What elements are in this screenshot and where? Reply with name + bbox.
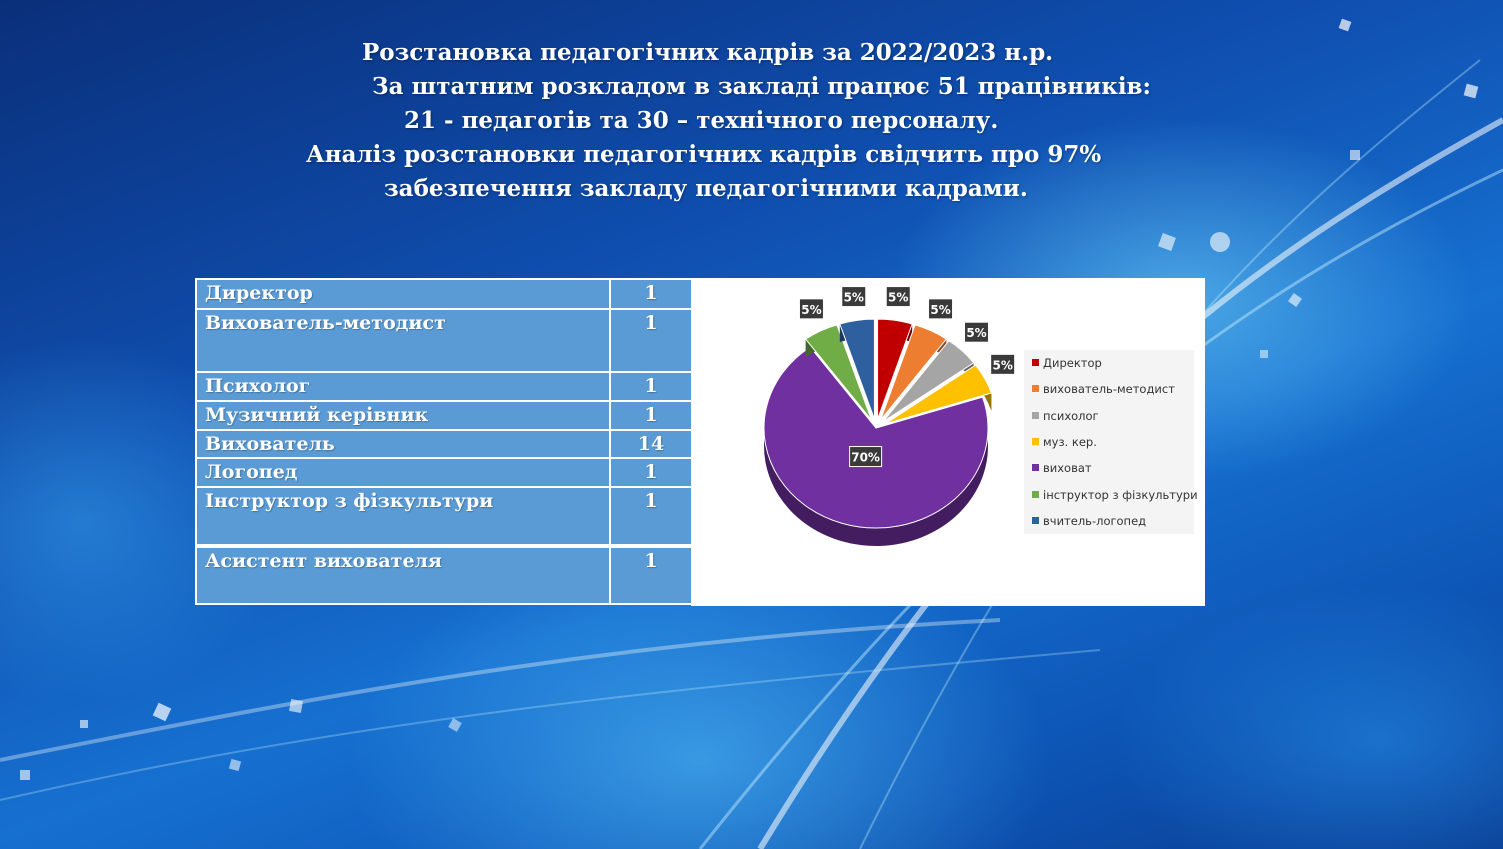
title-line-5: забезпечення закладу педагогічними кадрами. [384, 175, 1028, 202]
legend-item [1032, 355, 1102, 371]
position-cell: Вихователь-методист [196, 309, 610, 372]
svg-text:5%: 5% [966, 326, 987, 341]
table-row [196, 401, 692, 430]
data-label [991, 354, 1015, 374]
title-line-1: Розстановка педагогічних кадрів за 2022/2023 н.р. [362, 39, 1054, 66]
svg-text:5%: 5% [930, 302, 951, 317]
data-label [965, 322, 989, 342]
svg-text:5%: 5% [843, 290, 864, 305]
chart-legend [1024, 350, 1198, 534]
count-cell: 1 [610, 487, 692, 545]
legend-label: виховат [1043, 461, 1092, 476]
position-cell: Музичний керівник [196, 401, 610, 430]
position-cell: Логопед [196, 458, 610, 487]
count-cell: 1 [610, 309, 692, 372]
position-cell: Психолог [196, 372, 610, 401]
position-cell: Вихователь [196, 430, 610, 458]
legend-swatch [1032, 385, 1039, 392]
legend-swatch [1032, 438, 1039, 445]
table-row [196, 279, 692, 309]
title-line-3: 21 - педагогів та 30 – технічного персоналу. [404, 107, 999, 134]
count-cell: 1 [610, 372, 692, 401]
legend-item [1032, 487, 1198, 503]
table-row [196, 372, 692, 401]
legend-item [1032, 434, 1097, 450]
data-label [799, 299, 823, 319]
slide-title [0, 36, 1503, 206]
legend-label: вихователь-методист [1043, 382, 1175, 397]
table-row [196, 487, 692, 545]
legend-label: інструктор з фізкультури [1043, 487, 1198, 502]
table-row [196, 430, 692, 458]
svg-text:5%: 5% [801, 302, 822, 317]
table-row [196, 547, 692, 604]
legend-item [1032, 460, 1092, 476]
svg-text:70%: 70% [851, 450, 880, 465]
data-label [929, 299, 953, 319]
legend-label: Директор [1043, 356, 1102, 370]
table-row [196, 458, 692, 487]
count-cell: 1 [610, 279, 692, 309]
position-cell: Асистент вихователя [196, 547, 610, 604]
data-label [842, 287, 866, 307]
position-cell: Директор [196, 279, 610, 309]
pie-chart-panel [691, 278, 1205, 606]
data-label [850, 447, 882, 467]
legend-swatch [1032, 464, 1039, 471]
legend-label: вчитель-логопед [1043, 513, 1147, 528]
svg-text:5%: 5% [992, 358, 1013, 373]
legend-item [1032, 381, 1175, 397]
count-cell: 14 [610, 430, 692, 458]
legend-item [1032, 513, 1146, 529]
legend-swatch [1032, 412, 1039, 419]
count-cell: 1 [610, 547, 692, 604]
count-cell: 1 [610, 401, 692, 430]
count-cell: 1 [610, 458, 692, 487]
legend-swatch [1032, 517, 1039, 524]
legend-swatch [1032, 359, 1039, 366]
title-line-2: За штатним розкладом в закладі працює 51 працівників: [372, 73, 1152, 100]
legend-item [1032, 408, 1099, 424]
position-cell: Інструктор з фізкультури [196, 487, 610, 545]
svg-text:5%: 5% [888, 290, 909, 305]
data-label [886, 287, 910, 307]
staff-table [195, 278, 693, 605]
legend-swatch [1032, 491, 1039, 498]
title-line-4: Аналіз розстановки педагогічних кадрів свідчить про 97% [306, 141, 1102, 168]
table-row [196, 309, 692, 372]
legend-label: муз. кер. [1043, 434, 1097, 449]
legend-label: психолог [1043, 408, 1099, 423]
